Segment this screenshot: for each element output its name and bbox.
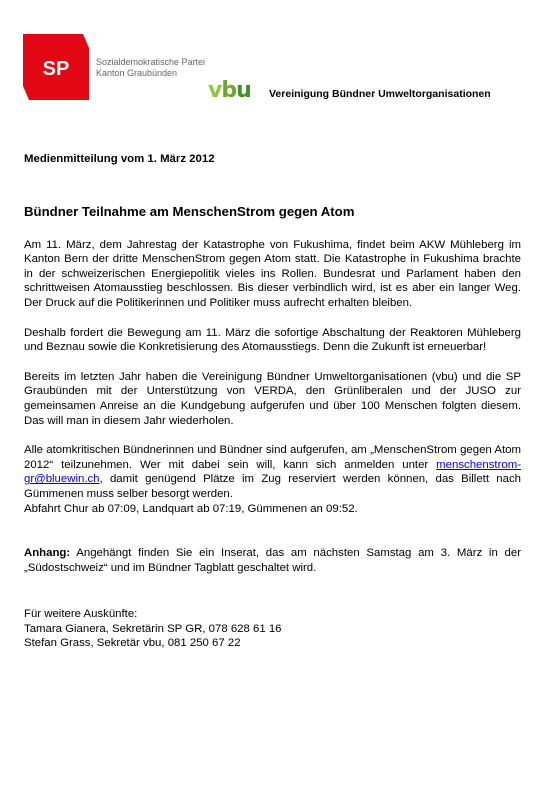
sp-logo (23, 34, 89, 100)
paragraph-1: Am 11. März, dem Jahrestag der Katastrophe von Fukushima, findet beim AKW Mühleberg im Kanton Bern der dritte MenschenStrom gegen Atom statt. Die Katastrophe in Fukushima brachte in der schweizerischen Energiepolitik vieles ins Rollen. Bundesrat und Parlament haben den schrittweisen Atomausstieg beschlossen. Bis dieser verbindlich wird, ist es aber ein langer Weg. Der Druck auf die Politikerinnen und Politiker muss aufrecht erhalten bleiben. (24, 238, 521, 309)
sp-party-line1: Sozialdemokratische Partei (96, 57, 206, 67)
sp-logo-text: SP (42, 58, 70, 80)
contact-vbu: Stefan Grass, Sekretär vbu, 081 250 67 22 (24, 637, 241, 650)
email-link[interactable]: menschenstrom-gr@bluewin.ch (24, 458, 521, 486)
release-date: Medienmitteilung vom 1. März 2012 (24, 153, 215, 165)
sp-party-line2: Kanton Graubünden (96, 68, 178, 78)
page-title: Bündner Teilnahme am MenschenStrom gegen Atom (24, 203, 355, 219)
paragraph-4: Alle atomkritischen Bündnerinnen und Bündner sind aufgerufen, am „MenschenStrom gegen Atom 2012“ teilzunehmen. Wer mit dabei sein will, kann sich anmelden unter menschenstrom-gr@bluewin.ch, damit genügend Plätze im Zug reserviert werden können, das Billett nach Gümmenen muss selber besorgt werden. (24, 444, 521, 500)
vbu-logo: vbu (208, 78, 251, 103)
vbu-name: Vereinigung Bündner Umweltorganisationen (269, 88, 491, 100)
contact-sp: Tamara Gianera, Sekretärin SP GR, 078 628 61 16 (24, 622, 282, 635)
contact-block (24, 607, 521, 651)
press-release (24, 152, 521, 651)
sp-party-name (96, 57, 205, 79)
paragraph-2: Deshalb fordert die Bewegung am 11. März die sofortige Abschaltung der Reaktoren Mühleberg und Beznau sowie die Konkretisierung des Atomausstiegs. Denn die Zukunft ist erneuerbar! (24, 326, 521, 354)
contact-heading: Für weitere Auskünfte: (24, 608, 138, 621)
schedule: Abfahrt Chur ab 07:09, Landquart ab 07:19, Gümmenen an 09:52. (24, 502, 358, 515)
vbu-header (208, 80, 528, 102)
attachment-label: Anhang: (24, 547, 71, 560)
attachment-note: Anhang: Angehängt finden Sie ein Inserat, das am nächsten Samstag am 3. März in der „Südostschweiz“ und im Bündner Tagblatt geschaltet wird. (24, 547, 521, 574)
paragraph-3: Bereits im letzten Jahr haben die Vereinigung Bündner Umweltorganisationen (vbu) und die SP Graubünden mit der Unterstützung von VERDA, den Grünliberalen und der JUSO zur gemeinsamen Anreise an die Kundgebung aufgerufen und über 100 Menschen folgten diesem. Das will man in diesem Jahr wiederholen. (24, 370, 521, 427)
